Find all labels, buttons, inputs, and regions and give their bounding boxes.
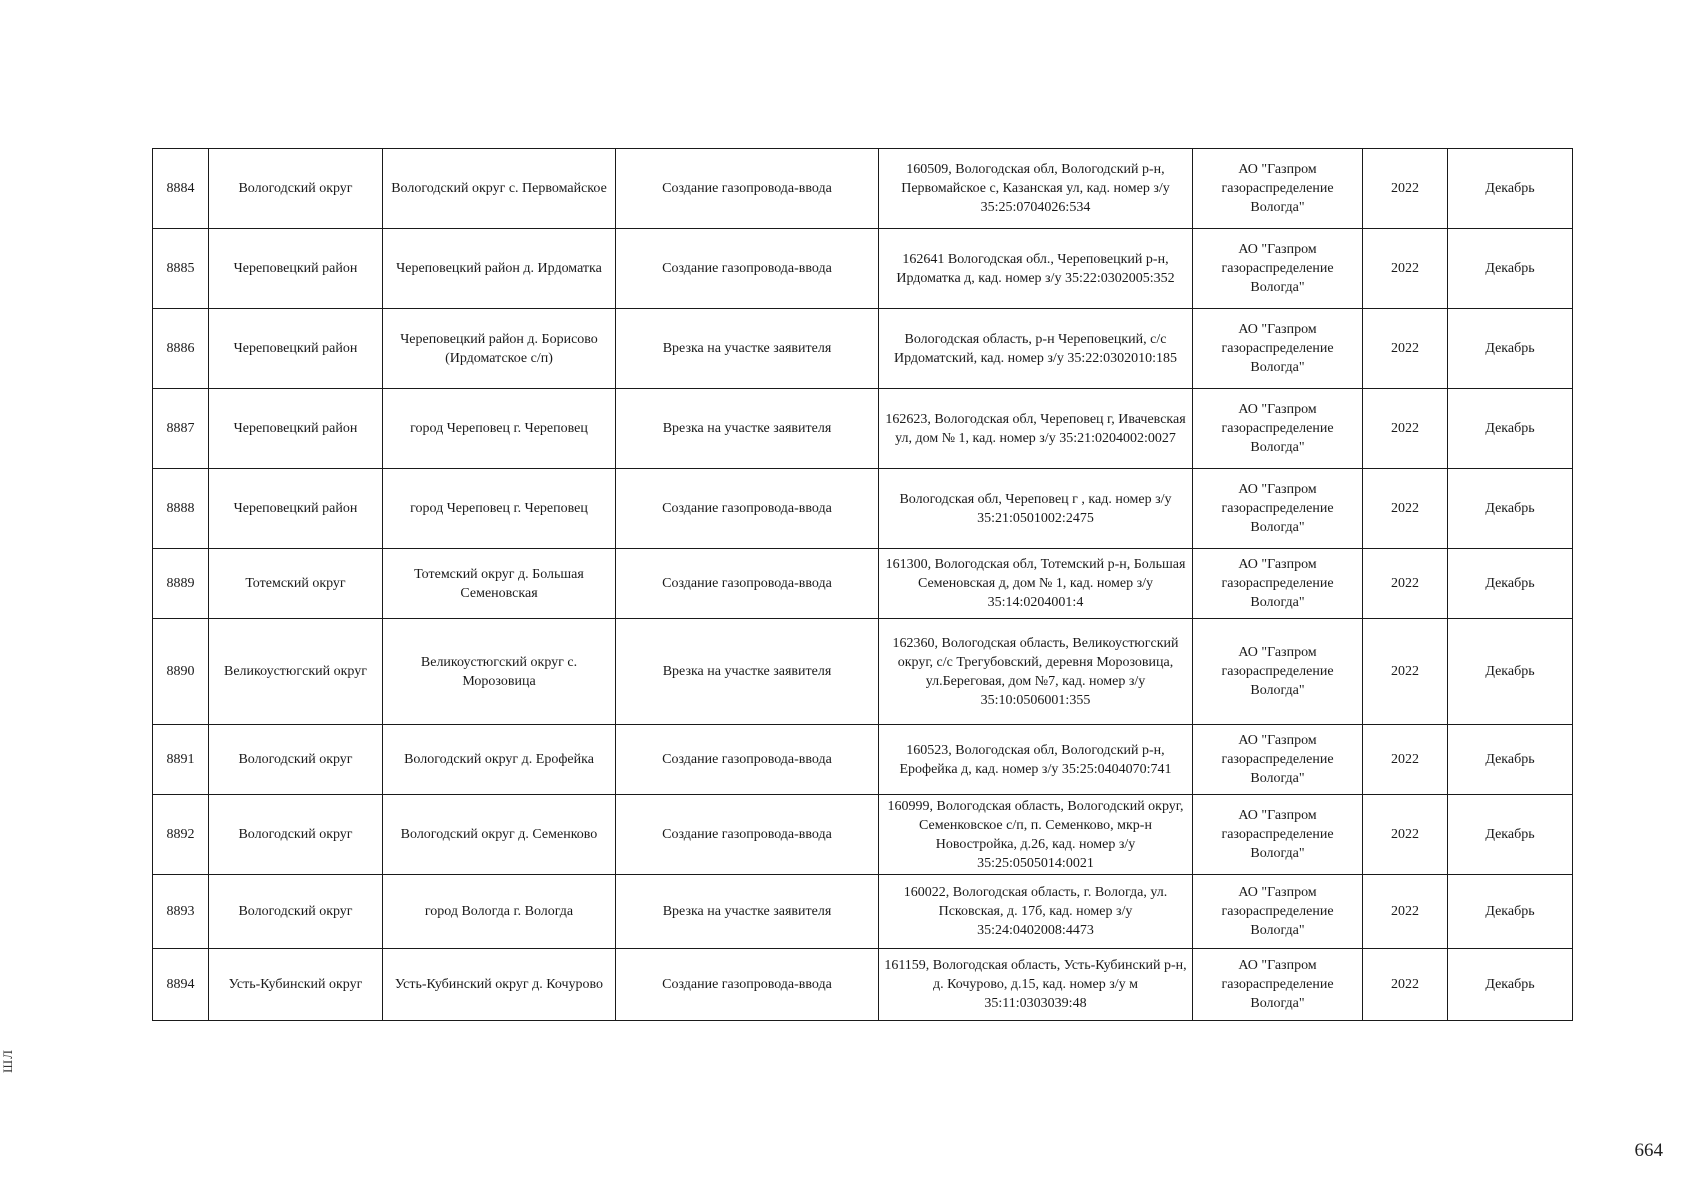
row-number-cell: 8889 [153,549,209,619]
month-cell: Декабрь [1448,619,1573,725]
locality-cell: город Вологда г. Вологда [383,875,616,949]
month-cell: Декабрь [1448,149,1573,229]
table-row [153,619,1573,725]
locality-cell: Усть-Кубинский округ д. Кочурово [383,949,616,1021]
table-row [153,389,1573,469]
district-cell: Череповецкий район [209,389,383,469]
work-type-cell: Создание газопровода-ввода [616,725,879,795]
organization-cell: АО "Газпром газораспределение Вологда" [1193,309,1363,389]
margin-stamp: ШЛ [0,1049,15,1073]
locality-cell: Вологодский округ с. Первомайское [383,149,616,229]
row-number-cell: 8891 [153,725,209,795]
year-cell: 2022 [1363,619,1448,725]
year-cell: 2022 [1363,309,1448,389]
address-cell: 160022, Вологодская область, г. Вологда, ул. Псковская, д. 17б, кад. номер з/у 35:24:0402008:4473 [879,875,1193,949]
district-cell: Череповецкий район [209,309,383,389]
row-number-cell: 8893 [153,875,209,949]
gas-connection-table [152,148,1573,1021]
address-cell: 161300, Вологодская обл, Тотемский р-н, Большая Семеновская д, дом № 1, кад. номер з/у 35:14:0204001:4 [879,549,1193,619]
district-cell: Вологодский округ [209,795,383,875]
work-type-cell: Создание газопровода-ввода [616,949,879,1021]
page-number: 664 [1634,1140,1663,1161]
locality-cell: Вологодский округ д. Семенково [383,795,616,875]
district-cell: Тотемский округ [209,549,383,619]
organization-cell: АО "Газпром газораспределение Вологда" [1193,949,1363,1021]
organization-cell: АО "Газпром газораспределение Вологда" [1193,229,1363,309]
table-row [153,875,1573,949]
month-cell: Декабрь [1448,549,1573,619]
month-cell: Декабрь [1448,469,1573,549]
organization-cell: АО "Газпром газораспределение Вологда" [1193,795,1363,875]
organization-cell: АО "Газпром газораспределение Вологда" [1193,389,1363,469]
district-cell: Череповецкий район [209,229,383,309]
table-row [153,469,1573,549]
work-type-cell: Создание газопровода-ввода [616,795,879,875]
row-number-cell: 8892 [153,795,209,875]
district-cell: Череповецкий район [209,469,383,549]
address-cell: 160509, Вологодская обл, Вологодский р-н, Первомайское с, Казанская ул, кад. номер з/у 35:25:0704026:534 [879,149,1193,229]
address-cell: 162623, Вологодская обл, Череповец г, Ивачевская ул, дом № 1, кад. номер з/у 35:21:0204002:0027 [879,389,1193,469]
district-cell: Усть-Кубинский округ [209,949,383,1021]
table-row [153,149,1573,229]
organization-cell: АО "Газпром газораспределение Вологда" [1193,619,1363,725]
address-cell: 162641 Вологодская обл., Череповецкий р-н, Ирдоматка д, кад. номер з/у 35:22:0302005:352 [879,229,1193,309]
work-type-cell: Создание газопровода-ввода [616,229,879,309]
table-row [153,229,1573,309]
row-number-cell: 8887 [153,389,209,469]
year-cell: 2022 [1363,549,1448,619]
locality-cell: Череповецкий район д. Борисово (Ирдоматское с/п) [383,309,616,389]
year-cell: 2022 [1363,875,1448,949]
locality-cell: Великоустюгский округ с. Морозовица [383,619,616,725]
address-cell: 162360, Вологодская область, Великоустюгский округ, с/с Трегубовский, деревня Морозовица, ул.Береговая, дом №7, кад. номер з/у 35:10:0506001:355 [879,619,1193,725]
row-number-cell: 8884 [153,149,209,229]
work-type-cell: Врезка на участке заявителя [616,309,879,389]
year-cell: 2022 [1363,725,1448,795]
organization-cell: АО "Газпром газораспределение Вологда" [1193,875,1363,949]
district-cell: Великоустюгский округ [209,619,383,725]
month-cell: Декабрь [1448,875,1573,949]
district-cell: Вологодский округ [209,875,383,949]
table-row [153,795,1573,875]
table-row [153,549,1573,619]
work-type-cell: Врезка на участке заявителя [616,389,879,469]
row-number-cell: 8886 [153,309,209,389]
row-number-cell: 8888 [153,469,209,549]
table-row [153,949,1573,1021]
row-number-cell: 8894 [153,949,209,1021]
table-row [153,309,1573,389]
locality-cell: город Череповец г. Череповец [383,389,616,469]
work-type-cell: Создание газопровода-ввода [616,469,879,549]
year-cell: 2022 [1363,229,1448,309]
district-cell: Вологодский округ [209,725,383,795]
address-cell: 161159, Вологодская область, Усть-Кубинский р-н, д. Кочурово, д.15, кад. номер з/у м 35:11:0303039:48 [879,949,1193,1021]
organization-cell: АО "Газпром газораспределение Вологда" [1193,549,1363,619]
locality-cell: Череповецкий район д. Ирдоматка [383,229,616,309]
year-cell: 2022 [1363,389,1448,469]
year-cell: 2022 [1363,469,1448,549]
month-cell: Декабрь [1448,949,1573,1021]
row-number-cell: 8885 [153,229,209,309]
year-cell: 2022 [1363,795,1448,875]
district-cell: Вологодский округ [209,149,383,229]
year-cell: 2022 [1363,949,1448,1021]
locality-cell: город Череповец г. Череповец [383,469,616,549]
work-type-cell: Создание газопровода-ввода [616,149,879,229]
row-number-cell: 8890 [153,619,209,725]
address-cell: Вологодская обл, Череповец г , кад. номер з/у 35:21:0501002:2475 [879,469,1193,549]
organization-cell: АО "Газпром газораспределение Вологда" [1193,149,1363,229]
organization-cell: АО "Газпром газораспределение Вологда" [1193,469,1363,549]
work-type-cell: Создание газопровода-ввода [616,549,879,619]
table-row [153,725,1573,795]
address-cell: Вологодская область, р-н Череповецкий, с/с Ирдоматский, кад. номер з/у 35:22:0302010:185 [879,309,1193,389]
work-type-cell: Врезка на участке заявителя [616,619,879,725]
address-cell: 160999, Вологодская область, Вологодский округ, Семенковское с/п, п. Семенково, мкр-н Новостройка, д.26, кад. номер з/у 35:25:0505014:0021 [879,795,1193,875]
work-type-cell: Врезка на участке заявителя [616,875,879,949]
address-cell: 160523, Вологодская обл, Вологодский р-н, Ерофейка д, кад. номер з/у 35:25:0404070:741 [879,725,1193,795]
month-cell: Декабрь [1448,229,1573,309]
locality-cell: Вологодский округ д. Ерофейка [383,725,616,795]
month-cell: Декабрь [1448,389,1573,469]
locality-cell: Тотемский округ д. Большая Семеновская [383,549,616,619]
month-cell: Декабрь [1448,725,1573,795]
year-cell: 2022 [1363,149,1448,229]
month-cell: Декабрь [1448,795,1573,875]
month-cell: Декабрь [1448,309,1573,389]
organization-cell: АО "Газпром газораспределение Вологда" [1193,725,1363,795]
